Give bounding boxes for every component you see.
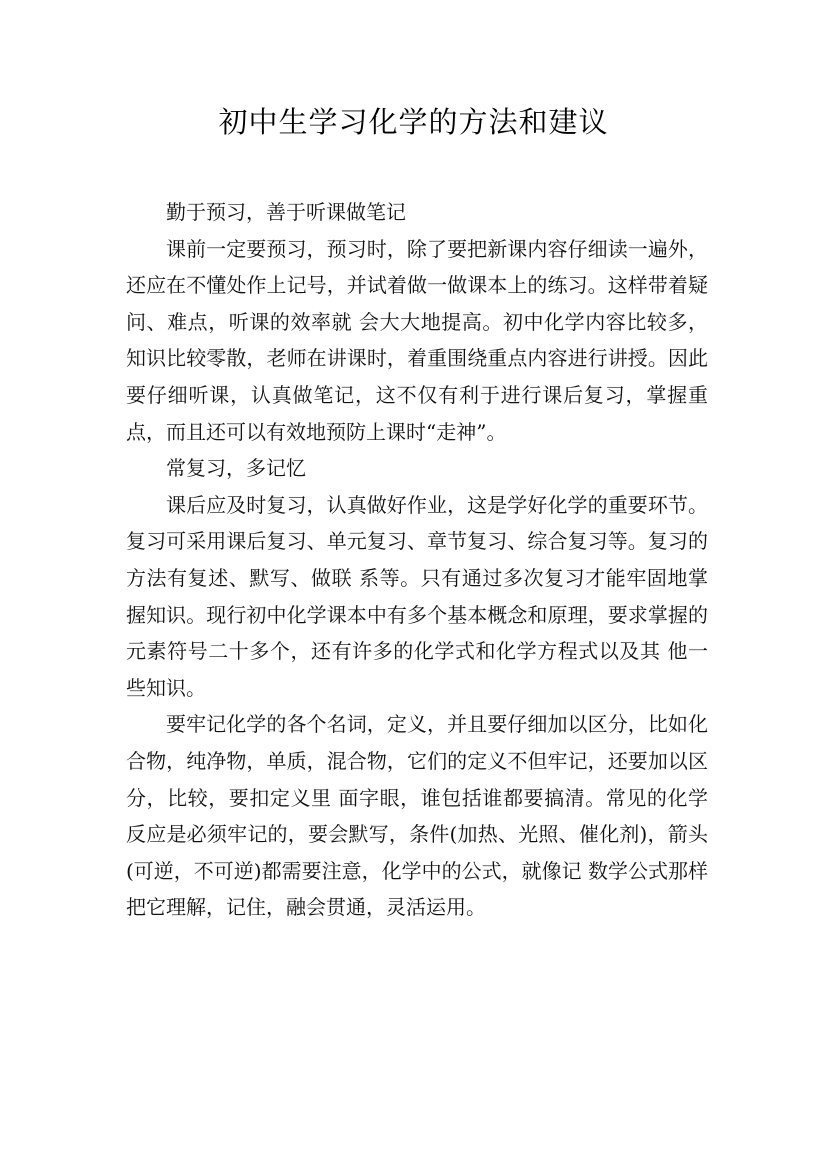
document-title: 初中生学习化学的方法和建议 [218, 105, 609, 139]
section-heading-review: 常复习，多记忆 [166, 456, 306, 481]
paragraph-preview-notes: 课前一定要预习，预习时，除了要把新课内容仔细读一遍外，还应在不懂处作上记号，并试着做一做课本上的练习。这样带着疑问、难点，听课的效率就 会大大地提高。初中化学内容比较多，知识比较零散，老师在讲课时，着重围绕重点内容进行讲授。因此要仔细听课，认真做笔记，这不仅有利于进行课后复习，掌握重点，而且还可以有效地预防上课时“走神”。 [126, 236, 708, 444]
section-heading-preview: 勤于预习，善于听课做笔记 [166, 200, 406, 224]
paragraph-definitions: 要牢记化学的各个名词，定义，并且要仔细加以区分，比如化合物，纯净物，单质，混合物，它们的定义不但牢记，还要加以区分，比较，要扣定义里 面字眼，谁包括谁都要搞清。常见的化学反应是必须牢记的，要会默写，条件(加热、光照、催化剂)，箭头(可逆，不可逆)都需要注意，化学中的公式，就像记 数学公式那样把它理解，记住，融会贯通，灵活运用。 [126, 712, 708, 920]
paragraph-review-memory: 课后应及时复习，认真做好作业，这是学好化学的重要环节。复习可采用课后复习、单元复习、章节复习、综合复习等。复习的方法有复述、默写、做联 系等。只有通过多次复习才能牢固地掌握知识。现行初中化学课本中有多个基本概念和原理，要求掌握的元素符号二十多个，还有许多的化学式和化学方程式以及其 他一些知识。 [126, 492, 708, 700]
document-body [126, 194, 708, 926]
